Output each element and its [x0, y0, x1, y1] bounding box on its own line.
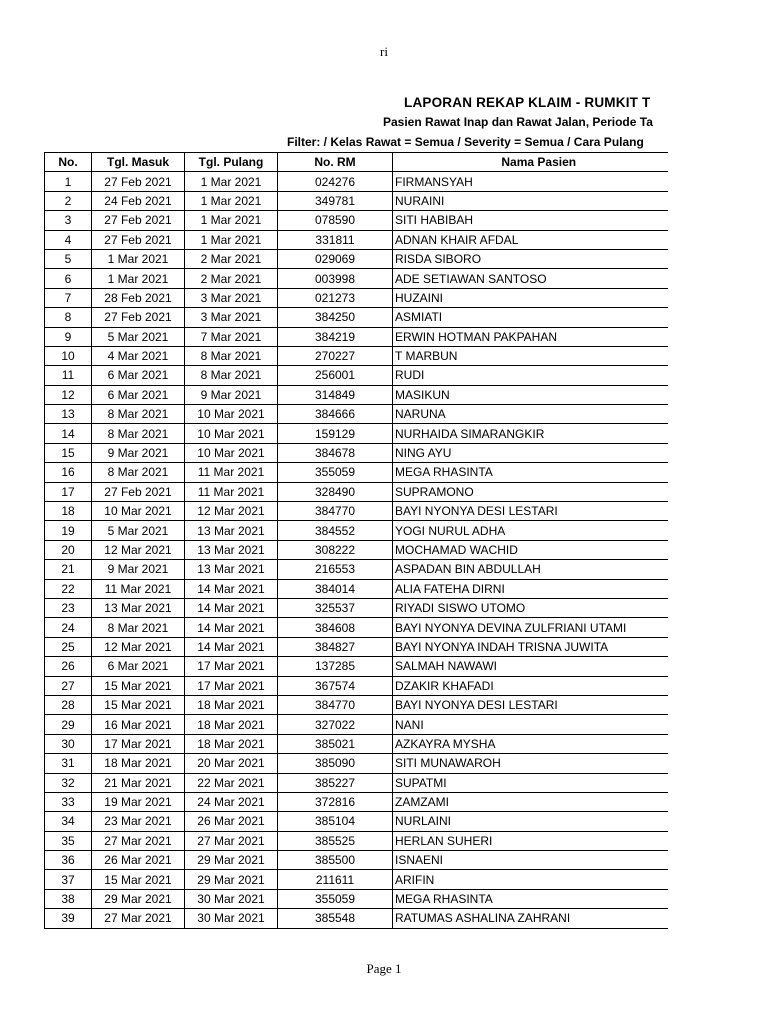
table-row	[45, 812, 669, 831]
cell-no-rm: 384770	[278, 502, 393, 521]
cell-nama-pasien: FIRMANSYAH	[393, 172, 669, 191]
cell-no: 12	[45, 385, 92, 404]
table-row	[45, 211, 669, 230]
cell-nama-pasien: SUPATMI	[393, 773, 669, 792]
cell-tgl-pulang: 13 Mar 2021	[185, 560, 278, 579]
table-row	[45, 308, 669, 327]
cell-tgl-pulang: 2 Mar 2021	[185, 249, 278, 268]
cell-no-rm: 029069	[278, 249, 393, 268]
table-header-row	[45, 153, 669, 172]
cell-tgl-masuk: 27 Feb 2021	[92, 482, 185, 501]
cell-no-rm: 137285	[278, 657, 393, 676]
cell-nama-pasien: ISNAENI	[393, 851, 669, 870]
cell-no: 30	[45, 734, 92, 753]
cell-tgl-pulang: 13 Mar 2021	[185, 540, 278, 559]
cell-tgl-masuk: 4 Mar 2021	[92, 346, 185, 365]
cell-tgl-masuk: 19 Mar 2021	[92, 792, 185, 811]
cell-tgl-pulang: 10 Mar 2021	[185, 443, 278, 462]
cell-no: 29	[45, 715, 92, 734]
cell-tgl-masuk: 17 Mar 2021	[92, 734, 185, 753]
cell-no: 33	[45, 792, 92, 811]
cell-no-rm: 355059	[278, 889, 393, 908]
cell-tgl-masuk: 8 Mar 2021	[92, 405, 185, 424]
cell-no: 23	[45, 598, 92, 617]
cell-no: 18	[45, 502, 92, 521]
cell-no: 22	[45, 579, 92, 598]
cell-tgl-masuk: 8 Mar 2021	[92, 463, 185, 482]
cell-no: 21	[45, 560, 92, 579]
cell-no: 24	[45, 618, 92, 637]
table-row	[45, 889, 669, 908]
cell-tgl-masuk: 27 Feb 2021	[92, 172, 185, 191]
cell-no-rm: 325537	[278, 598, 393, 617]
table-row	[45, 792, 669, 811]
table-row	[45, 327, 669, 346]
table-row	[45, 405, 669, 424]
cell-no: 26	[45, 657, 92, 676]
table-row	[45, 443, 669, 462]
cell-tgl-pulang: 17 Mar 2021	[185, 657, 278, 676]
cell-no: 2	[45, 191, 92, 210]
cell-tgl-pulang: 9 Mar 2021	[185, 385, 278, 404]
cell-tgl-masuk: 21 Mar 2021	[92, 773, 185, 792]
cell-no-rm: 385104	[278, 812, 393, 831]
header-no-rm: No. RM	[278, 153, 393, 172]
cell-nama-pasien: MEGA RHASINTA	[393, 889, 669, 908]
table-row	[45, 560, 669, 579]
cell-tgl-pulang: 17 Mar 2021	[185, 676, 278, 695]
cell-no-rm: 372816	[278, 792, 393, 811]
cell-no-rm: 384666	[278, 405, 393, 424]
cell-tgl-pulang: 3 Mar 2021	[185, 288, 278, 307]
cell-tgl-masuk: 29 Mar 2021	[92, 889, 185, 908]
cell-nama-pasien: ERWIN HOTMAN PAKPAHAN	[393, 327, 669, 346]
report-filter: Filter: / Kelas Rawat = Semua / Severity = Semua / Cara Pulang	[287, 135, 644, 149]
cell-no-rm: 384827	[278, 637, 393, 656]
cell-tgl-pulang: 1 Mar 2021	[185, 172, 278, 191]
cell-no: 32	[45, 773, 92, 792]
cell-no-rm: 270227	[278, 346, 393, 365]
header-tgl-pulang: Tgl. Pulang	[185, 153, 278, 172]
cell-tgl-masuk: 27 Feb 2021	[92, 308, 185, 327]
table-row	[45, 249, 669, 268]
cell-no-rm: 216553	[278, 560, 393, 579]
table-row	[45, 676, 669, 695]
report-title: LAPORAN REKAP KLAIM - RUMKIT T	[404, 95, 651, 110]
cell-no: 15	[45, 443, 92, 462]
cell-tgl-pulang: 24 Mar 2021	[185, 792, 278, 811]
cell-no-rm: 159129	[278, 424, 393, 443]
cell-nama-pasien: MEGA RHASINTA	[393, 463, 669, 482]
table-row	[45, 424, 669, 443]
header-tgl-masuk: Tgl. Masuk	[92, 153, 185, 172]
cell-no: 19	[45, 521, 92, 540]
cell-nama-pasien: HERLAN SUHERI	[393, 831, 669, 850]
cell-no-rm: 385500	[278, 851, 393, 870]
table-row	[45, 482, 669, 501]
table-row	[45, 657, 669, 676]
header-nama-pasien: Nama Pasien	[393, 153, 669, 172]
cell-no-rm: 384250	[278, 308, 393, 327]
cell-tgl-pulang: 14 Mar 2021	[185, 618, 278, 637]
cell-nama-pasien: ASMIATI	[393, 308, 669, 327]
table-row	[45, 346, 669, 365]
table-row	[45, 773, 669, 792]
cell-tgl-masuk: 15 Mar 2021	[92, 695, 185, 714]
cell-tgl-masuk: 13 Mar 2021	[92, 598, 185, 617]
cell-tgl-masuk: 27 Mar 2021	[92, 831, 185, 850]
cell-tgl-masuk: 27 Feb 2021	[92, 230, 185, 249]
table-row	[45, 870, 669, 889]
cell-tgl-masuk: 6 Mar 2021	[92, 385, 185, 404]
table-row	[45, 598, 669, 617]
cell-no-rm: 256001	[278, 366, 393, 385]
claims-table-container	[44, 152, 668, 929]
cell-no: 5	[45, 249, 92, 268]
cell-tgl-pulang: 1 Mar 2021	[185, 230, 278, 249]
cell-tgl-pulang: 2 Mar 2021	[185, 269, 278, 288]
cell-tgl-masuk: 27 Feb 2021	[92, 211, 185, 230]
cell-nama-pasien: DZAKIR KHAFADI	[393, 676, 669, 695]
cell-tgl-pulang: 29 Mar 2021	[185, 870, 278, 889]
cell-no: 13	[45, 405, 92, 424]
cell-no-rm: 308222	[278, 540, 393, 559]
table-row	[45, 463, 669, 482]
cell-nama-pasien: RIYADI SISWO UTOMO	[393, 598, 669, 617]
cell-tgl-masuk: 6 Mar 2021	[92, 657, 185, 676]
cell-nama-pasien: ASPADAN BIN ABDULLAH	[393, 560, 669, 579]
cell-nama-pasien: AZKAYRA MYSHA	[393, 734, 669, 753]
page-top-mark: ri	[380, 44, 388, 59]
table-row	[45, 191, 669, 210]
cell-tgl-pulang: 3 Mar 2021	[185, 308, 278, 327]
cell-tgl-masuk: 27 Mar 2021	[92, 909, 185, 928]
cell-nama-pasien: ZAMZAMI	[393, 792, 669, 811]
cell-tgl-pulang: 8 Mar 2021	[185, 346, 278, 365]
cell-no: 10	[45, 346, 92, 365]
cell-nama-pasien: NURLAINI	[393, 812, 669, 831]
cell-nama-pasien: RUDI	[393, 366, 669, 385]
cell-no: 31	[45, 754, 92, 773]
report-subtitle: Pasien Rawat Inap dan Rawat Jalan, Periode Ta	[383, 115, 653, 129]
cell-tgl-pulang: 18 Mar 2021	[185, 734, 278, 753]
table-row	[45, 715, 669, 734]
cell-tgl-pulang: 14 Mar 2021	[185, 598, 278, 617]
cell-nama-pasien: BAYI NYONYA DEVINA ZULFRIANI UTAMI	[393, 618, 669, 637]
table-row	[45, 269, 669, 288]
cell-tgl-pulang: 1 Mar 2021	[185, 191, 278, 210]
table-row	[45, 540, 669, 559]
cell-no-rm: 385227	[278, 773, 393, 792]
cell-no-rm: 384552	[278, 521, 393, 540]
cell-tgl-pulang: 30 Mar 2021	[185, 889, 278, 908]
cell-no-rm: 327022	[278, 715, 393, 734]
cell-nama-pasien: BAYI NYONYA DESI LESTARI	[393, 695, 669, 714]
table-row	[45, 366, 669, 385]
cell-tgl-masuk: 1 Mar 2021	[92, 249, 185, 268]
table-row	[45, 172, 669, 191]
cell-no-rm: 328490	[278, 482, 393, 501]
header-no: No.	[45, 153, 92, 172]
cell-tgl-masuk: 1 Mar 2021	[92, 269, 185, 288]
cell-no: 37	[45, 870, 92, 889]
table-row	[45, 502, 669, 521]
cell-no: 34	[45, 812, 92, 831]
cell-tgl-pulang: 11 Mar 2021	[185, 463, 278, 482]
cell-tgl-masuk: 11 Mar 2021	[92, 579, 185, 598]
cell-tgl-pulang: 1 Mar 2021	[185, 211, 278, 230]
table-row	[45, 754, 669, 773]
cell-no: 11	[45, 366, 92, 385]
cell-tgl-masuk: 6 Mar 2021	[92, 366, 185, 385]
cell-tgl-masuk: 15 Mar 2021	[92, 870, 185, 889]
cell-no: 7	[45, 288, 92, 307]
cell-tgl-pulang: 10 Mar 2021	[185, 424, 278, 443]
cell-nama-pasien: ARIFIN	[393, 870, 669, 889]
cell-no: 35	[45, 831, 92, 850]
table-row	[45, 521, 669, 540]
cell-tgl-pulang: 20 Mar 2021	[185, 754, 278, 773]
cell-tgl-masuk: 8 Mar 2021	[92, 618, 185, 637]
cell-no-rm: 384770	[278, 695, 393, 714]
cell-no-rm: 385021	[278, 734, 393, 753]
cell-no: 1	[45, 172, 92, 191]
cell-no: 38	[45, 889, 92, 908]
cell-no-rm: 003998	[278, 269, 393, 288]
cell-tgl-masuk: 9 Mar 2021	[92, 443, 185, 462]
cell-no: 9	[45, 327, 92, 346]
table-row	[45, 579, 669, 598]
cell-nama-pasien: RISDA SIBORO	[393, 249, 669, 268]
cell-tgl-masuk: 18 Mar 2021	[92, 754, 185, 773]
cell-no-rm: 021273	[278, 288, 393, 307]
cell-nama-pasien: T MARBUN	[393, 346, 669, 365]
table-row	[45, 288, 669, 307]
cell-nama-pasien: BAYI NYONYA INDAH TRISNA JUWITA	[393, 637, 669, 656]
cell-no: 6	[45, 269, 92, 288]
cell-tgl-pulang: 27 Mar 2021	[185, 831, 278, 850]
cell-nama-pasien: ADE SETIAWAN SANTOSO	[393, 269, 669, 288]
cell-no: 20	[45, 540, 92, 559]
cell-nama-pasien: HUZAINI	[393, 288, 669, 307]
cell-tgl-pulang: 11 Mar 2021	[185, 482, 278, 501]
cell-tgl-masuk: 26 Mar 2021	[92, 851, 185, 870]
cell-tgl-masuk: 5 Mar 2021	[92, 521, 185, 540]
cell-tgl-pulang: 22 Mar 2021	[185, 773, 278, 792]
cell-no: 16	[45, 463, 92, 482]
cell-tgl-pulang: 18 Mar 2021	[185, 695, 278, 714]
cell-nama-pasien: ADNAN KHAIR AFDAL	[393, 230, 669, 249]
table-row	[45, 230, 669, 249]
table-row	[45, 851, 669, 870]
cell-no-rm: 355059	[278, 463, 393, 482]
cell-no-rm: 367574	[278, 676, 393, 695]
cell-no: 25	[45, 637, 92, 656]
cell-tgl-pulang: 13 Mar 2021	[185, 521, 278, 540]
cell-nama-pasien: SITI HABIBAH	[393, 211, 669, 230]
cell-no: 28	[45, 695, 92, 714]
cell-tgl-masuk: 12 Mar 2021	[92, 637, 185, 656]
table-row	[45, 618, 669, 637]
claims-table	[44, 152, 668, 929]
cell-tgl-masuk: 5 Mar 2021	[92, 327, 185, 346]
cell-tgl-pulang: 7 Mar 2021	[185, 327, 278, 346]
cell-no-rm: 078590	[278, 211, 393, 230]
cell-tgl-pulang: 26 Mar 2021	[185, 812, 278, 831]
cell-no-rm: 024276	[278, 172, 393, 191]
cell-tgl-masuk: 8 Mar 2021	[92, 424, 185, 443]
cell-no-rm: 385090	[278, 754, 393, 773]
cell-tgl-pulang: 14 Mar 2021	[185, 637, 278, 656]
page-number: Page 1	[366, 961, 402, 976]
cell-no: 14	[45, 424, 92, 443]
table-row	[45, 385, 669, 404]
cell-tgl-masuk: 16 Mar 2021	[92, 715, 185, 734]
cell-tgl-pulang: 29 Mar 2021	[185, 851, 278, 870]
cell-nama-pasien: NURHAIDA SIMARANGKIR	[393, 424, 669, 443]
cell-no-rm: 211611	[278, 870, 393, 889]
cell-no-rm: 384219	[278, 327, 393, 346]
cell-nama-pasien: NANI	[393, 715, 669, 734]
cell-tgl-pulang: 10 Mar 2021	[185, 405, 278, 424]
cell-nama-pasien: MOCHAMAD WACHID	[393, 540, 669, 559]
cell-no-rm: 384014	[278, 579, 393, 598]
cell-no-rm: 314849	[278, 385, 393, 404]
cell-tgl-masuk: 24 Feb 2021	[92, 191, 185, 210]
cell-no-rm: 385525	[278, 831, 393, 850]
cell-no: 36	[45, 851, 92, 870]
cell-nama-pasien: RATUMAS ASHALINA ZAHRANI	[393, 909, 669, 928]
cell-nama-pasien: NARUNA	[393, 405, 669, 424]
table-row	[45, 637, 669, 656]
table-row	[45, 831, 669, 850]
cell-tgl-masuk: 12 Mar 2021	[92, 540, 185, 559]
cell-no: 8	[45, 308, 92, 327]
cell-tgl-pulang: 14 Mar 2021	[185, 579, 278, 598]
cell-no-rm: 385548	[278, 909, 393, 928]
cell-no-rm: 349781	[278, 191, 393, 210]
table-row	[45, 734, 669, 753]
cell-no-rm: 384608	[278, 618, 393, 637]
cell-nama-pasien: BAYI NYONYA DESI LESTARI	[393, 502, 669, 521]
cell-tgl-pulang: 8 Mar 2021	[185, 366, 278, 385]
cell-nama-pasien: SUPRAMONO	[393, 482, 669, 501]
cell-nama-pasien: SALMAH NAWAWI	[393, 657, 669, 676]
cell-no: 27	[45, 676, 92, 695]
cell-tgl-pulang: 12 Mar 2021	[185, 502, 278, 521]
cell-no: 17	[45, 482, 92, 501]
cell-no: 39	[45, 909, 92, 928]
cell-nama-pasien: SITI MUNAWAROH	[393, 754, 669, 773]
cell-tgl-masuk: 23 Mar 2021	[92, 812, 185, 831]
cell-no-rm: 331811	[278, 230, 393, 249]
cell-nama-pasien: MASIKUN	[393, 385, 669, 404]
cell-no: 4	[45, 230, 92, 249]
table-row	[45, 695, 669, 714]
cell-tgl-pulang: 30 Mar 2021	[185, 909, 278, 928]
cell-tgl-masuk: 15 Mar 2021	[92, 676, 185, 695]
cell-nama-pasien: YOGI NURUL ADHA	[393, 521, 669, 540]
cell-tgl-masuk: 9 Mar 2021	[92, 560, 185, 579]
cell-no: 3	[45, 211, 92, 230]
cell-tgl-masuk: 10 Mar 2021	[92, 502, 185, 521]
cell-tgl-pulang: 18 Mar 2021	[185, 715, 278, 734]
cell-no-rm: 384678	[278, 443, 393, 462]
table-row	[45, 909, 669, 928]
cell-tgl-masuk: 28 Feb 2021	[92, 288, 185, 307]
cell-nama-pasien: NURAINI	[393, 191, 669, 210]
cell-nama-pasien: ALIA FATEHA DIRNI	[393, 579, 669, 598]
cell-nama-pasien: NING AYU	[393, 443, 669, 462]
